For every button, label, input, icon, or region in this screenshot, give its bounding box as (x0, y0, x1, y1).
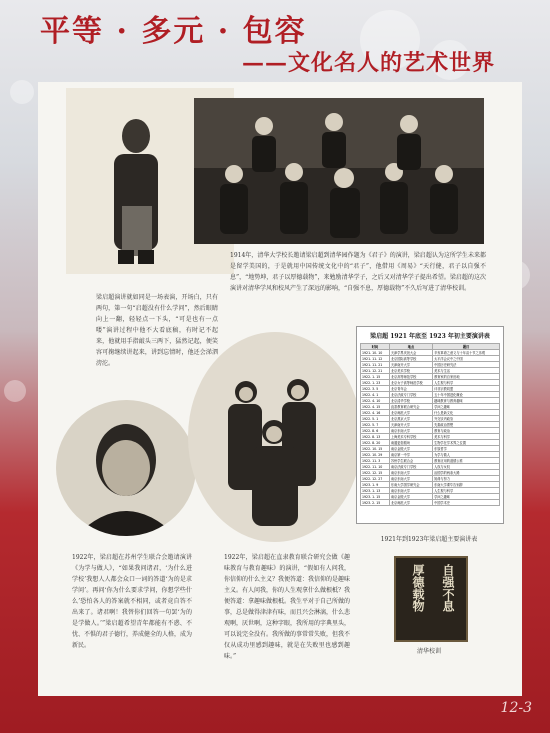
table-cell: 美术与生活 (433, 368, 500, 374)
table-cell: 评非宗教同盟 (433, 386, 500, 392)
table-cell: 北京女子高等师范学校 (389, 380, 432, 386)
caption-group-1914: 1914年，清华大学校长邀请梁启超到清华园作题为《君子》的演讲，梁启超认为这所学生未来都是留学美国的，于是就用中国传统文化中的“君子”，他借用《周易》“天行健，君子以自强不息”，“地势坤，君子以厚德载物”，来勉励清华学子，之后又对清华学子提出希望。梁启超的这次演讲对清华学风和校风产生了深远的影响，“自强不息，厚德载物”不久后写进了清华校训。 (230, 252, 486, 292)
table-cell: 1922. 5. 1 (361, 416, 390, 422)
table-cell: 中国历史研究法 (433, 362, 500, 368)
table-cell: 1922. 4. 1 (361, 392, 390, 398)
table-cell: 北京高等师范学校 (389, 374, 432, 380)
table-cell: 南京法政专门学校 (389, 464, 432, 470)
table-cell: 1922. 4. 10 (361, 398, 390, 404)
table-header-cell: 题目 (433, 344, 500, 350)
table-cell: 教育家的自家田地 (433, 374, 500, 380)
table-title: 梁启超 1921 年底至 1923 年初主要演讲表 (370, 333, 490, 340)
table-cell: 北京师范大学 (389, 500, 432, 506)
table-cell: 1922. 1. 23 (361, 380, 390, 386)
table-cell: 1921. 10. 10 (361, 350, 390, 356)
motto-plaque (394, 556, 468, 642)
portrait-photo-oval (56, 400, 196, 536)
table-caption: 1921年到1923年梁启超主要演讲表 (380, 536, 478, 543)
table-cell: 1922. 10. 29 (361, 452, 390, 458)
table-cell: 教育与政治 (433, 428, 500, 434)
lecture-table (356, 326, 504, 524)
table-header-cell: 时间 (361, 344, 390, 350)
table-cell: 趣味教育与教育趣味 (433, 398, 500, 404)
table-cell: 中国学术史 (433, 500, 500, 506)
table-cell: 1923. 2. 15 (361, 500, 390, 506)
table-cell: 北京法政专门学校 (389, 392, 432, 398)
caption-group-1922: 1922年，梁启超在直隶教育联合研究会做《趣味教育与教育趣味》的演讲，“假如有人问我，你信仰的什么主义？我便答道：我信仰的是趣味主义。有人问我，你的人生观拿什么做根柢？我便答道：拿趣味做根柢。我生平对于自己所做的事，总是做得津津有味，而且兴会淋漓，什么悲观啊，厌世啊，这种字眼，我所用的字典里头，可以说完全没有。我所做的事常常失败，但我不仅从成功里感到趣味，就是在失败里也感到趣味。” (224, 554, 351, 660)
table-cell: 人权与女权 (433, 464, 500, 470)
table-cell: 1923. 1. 13 (361, 488, 390, 494)
table-cell: 苏州学生联合会 (389, 458, 432, 464)
plaque-left-column: 厚德载物 (411, 564, 425, 612)
table-cell: 1921. 11. 21 (361, 362, 390, 368)
table-cell: 治国学的两条大路 (433, 470, 500, 476)
table-cell: 上海美术专科学校 (389, 434, 432, 440)
table-cell: 为学与做人 (433, 452, 500, 458)
table-row (361, 500, 500, 506)
group-photo-1922 (188, 332, 362, 542)
page-subtitle: ——文化名人的艺术世界 (242, 50, 496, 76)
table-cell: 美术与科学 (433, 434, 500, 440)
page-number: 12-3 (500, 700, 532, 716)
plaque-caption: 清华校训 (416, 648, 441, 655)
page-title: 平等 · 多元 · 包容 (40, 14, 307, 49)
table-cell: 1922. 5. 7 (361, 422, 390, 428)
table-cell: 1922. 11. 3 (361, 458, 390, 464)
table-cell: 北京国际高等学校 (389, 356, 432, 362)
table-cell: 1922. 8. 6 (361, 428, 390, 434)
table-cell: 1922. 1. 15 (361, 374, 390, 380)
table-cell: 北京师范大学 (389, 410, 432, 416)
table-cell: 1922. 4. 16 (361, 410, 390, 416)
lecture-table-grid (360, 343, 500, 506)
table-cell: 南京金陵大学 (389, 494, 432, 500)
table-cell: 教育应用的道德公准 (433, 458, 500, 464)
table-cell: 生物学在学术界之位置 (433, 440, 500, 446)
table-cell: 直隶教育联合研究会 (389, 404, 432, 410)
table-cell: 1922. 8. 20 (361, 440, 390, 446)
table-cell: 东原哲学 (433, 446, 500, 452)
table-cell: 1922. 12. 15 (361, 470, 390, 476)
table-cell: 南通更俗剧场 (389, 440, 432, 446)
table-cell: 1923. 1. 9 (361, 482, 390, 488)
table-cell: 南京东南大学 (389, 476, 432, 482)
table-cell: 1921. 11. 12 (361, 356, 390, 362)
table-cell: 学问之趣味 (433, 404, 500, 410)
table-cell: 天津南开大学 (389, 362, 432, 368)
group-photo-1914 (194, 98, 484, 244)
table-cell: 天津南开大学 (389, 422, 432, 428)
table-cell: 辛亥革命之意义与十年双十节之乐观 (433, 350, 500, 356)
table-cell: 人生观与科学 (433, 488, 500, 494)
table-cell: 先秦政治思想 (433, 422, 500, 428)
table-cell: 南京东南大学 (389, 488, 432, 494)
table-header-cell: 地点 (389, 344, 432, 350)
table-cell: 南京东南大学 (389, 428, 432, 434)
table-cell: 东南大学课毕告别辞 (433, 482, 500, 488)
caption-portrait-liang: 梁启超演讲就如同是一场表演，开场白，只有两句，第一句“启超没有什么学问”，然后眼睛向上一翻，轻轻点一下头，“可是也有一点喽”演讲过程中他不大看底稿，有时记不起来，他就用手指敲头三两下，猛然记起，便笑容可掬继续讲起来，讲到忘情时，他还会涕泗滂沱。 (96, 294, 218, 367)
table-cell: 1922. 8. 13 (361, 434, 390, 440)
table-cell: 南京东南大学 (389, 470, 432, 476)
table-cell: 学问之趣味 (433, 494, 500, 500)
table-cell: 东南大学国学研究会 (389, 482, 432, 488)
table-cell: 天津学界庆祝大会 (389, 350, 432, 356)
table-cell: 北京燕京大学 (389, 416, 432, 422)
table-cell: 北京美术学校 (389, 368, 432, 374)
plaque-right-column: 自强不息 (441, 564, 455, 612)
table-cell: 北京青年会 (389, 386, 432, 392)
caption-portrait-1922: 1922年，梁启超在苏州学生联合会邀请演讲《为学与做人》，“如果我问诸君，‘为什么进学校’我想人人都会众口一词的答道‘为的是求学问’。再问‘你为什么要求学问，你想学些什么’恐怕各人的答案就不相同，或者竟自答不出来了。诸君啊！我替你们回答一句罢‘为的是学做人。’”梁启超希望青年都能有不惑、不忧、不惧的君子德行，养成健全的人格，成为新民。 (72, 554, 193, 649)
table-cell: 南京金陵大学 (389, 446, 432, 452)
table-cell: 外交欤内政欤 (433, 416, 500, 422)
table-cell: 1922. 10. 15 (361, 446, 390, 452)
table-cell: 1922. 11. 10 (361, 464, 390, 470)
table-cell: 1921. 12. 21 (361, 368, 390, 374)
table-cell: 知命与努力 (433, 476, 500, 482)
table-cell: 什么是新文化 (433, 410, 500, 416)
table-cell: 南京第一中学 (389, 452, 432, 458)
table-cell: 1922. 3. 5 (361, 386, 390, 392)
table-cell: 1922. 4. 15 (361, 404, 390, 410)
table-cell: 人生观与科学 (433, 380, 500, 386)
table-cell: 五十年中国进化概论 (433, 392, 500, 398)
table-cell: 太平洋会议中之中国 (433, 356, 500, 362)
table-cell: 1922. 12. 27 (361, 476, 390, 482)
table-cell: 1923. 1. 15 (361, 494, 390, 500)
table-cell: 北京清华学校 (389, 398, 432, 404)
table-body (361, 350, 500, 506)
